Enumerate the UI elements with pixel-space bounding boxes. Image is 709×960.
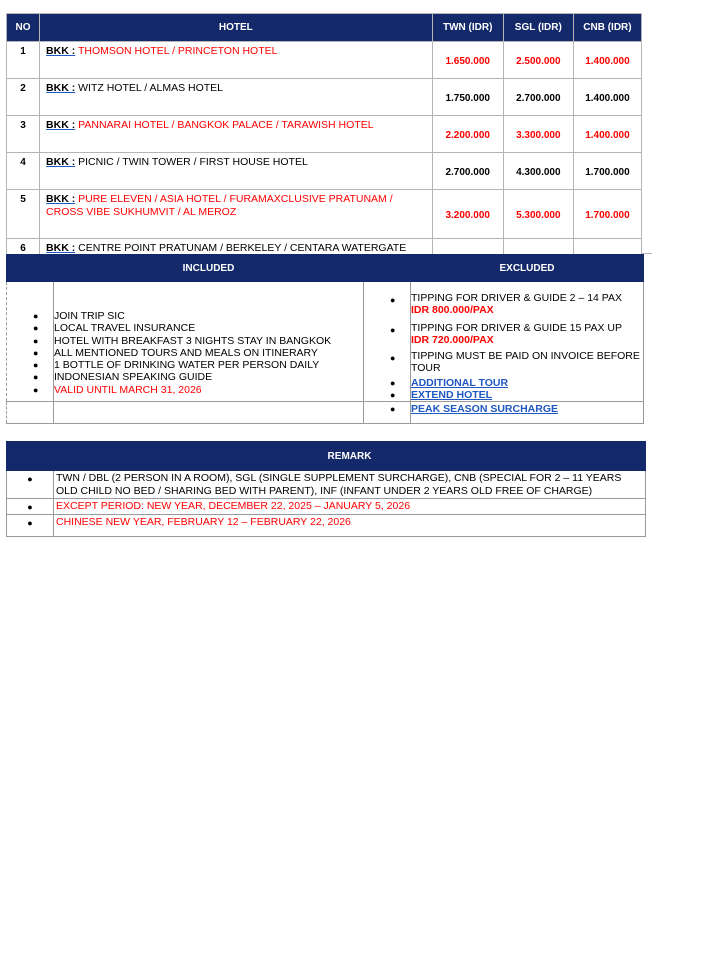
hotel-name-cell [40,116,433,153]
header-twn: TWN (IDR) [432,14,503,42]
included-item: INDONESIAN SPEAKING GUIDE [54,371,213,384]
inc-exc-main-row [7,282,644,402]
cnb-price: 1.400.000 [573,42,641,79]
included-item: JOIN TRIP SIC [54,310,125,322]
bullet-icon: ● [390,324,396,335]
inc-bullet-header [7,255,54,282]
included-item: HOTEL WITH BREAKFAST 3 NIGHTS STAY IN BANGKOK [54,334,332,347]
bullet-icon: ● [33,347,39,358]
twn-price: 1.750.000 [432,79,503,116]
hotel-name-cell [40,79,433,116]
city-code: BKK : [46,156,76,168]
valid-until: VALID UNTIL MARCH 31, 2026 [54,383,202,396]
bullet-icon: ● [33,311,39,321]
list-item [33,334,363,347]
header-hotel: HOTEL [40,14,433,42]
excluded-list-cell [390,282,644,402]
remark-chinese-new-year: CHINESE NEW YEAR, FEBRUARY 12 – FEBRUARY 22, 2026 [54,514,646,536]
remark-row [7,499,646,515]
row-number: 6 [7,239,40,276]
hotel-row [7,116,642,153]
city-code: BKK : [46,45,76,57]
twn-price: 2.200.000 [432,116,503,153]
remark-bullet-header [7,442,54,471]
list-item [390,350,643,375]
twn-price: 2.700.000 [432,153,503,190]
row-number: 1 [7,42,40,79]
cnb-price: 1.400.000 [573,116,641,153]
bullet-icon: ● [390,390,396,401]
cnb-price: 1.700.000 [573,153,641,190]
included-empty-cell [54,402,364,424]
bullet-icon: ● [33,372,39,383]
bullet-icon: ● [7,499,54,515]
hotel-name-cell [40,42,433,79]
bullet-icon: ● [33,335,39,346]
hotel-name: THOMSON HOTEL / PRINCETON HOTEL [77,45,278,57]
twn-price: 3.200.000 [432,190,503,239]
cnb-price: 1.400.000 [573,79,641,116]
row-number: 2 [7,79,40,116]
bullet-icon: ● [33,323,39,334]
exc-bullet-header [364,255,411,282]
hotel-row [7,153,642,190]
hotel-name-cell [40,190,433,239]
bullet-icon: ● [390,404,396,415]
remark-header-row [7,442,646,471]
hotel-price-table [6,13,642,276]
included-list [33,310,363,384]
hotel-name: WITZ HOTEL / ALMAS HOTEL [78,82,224,94]
list-item [390,403,643,416]
header-cnb: CNB (IDR) [573,14,641,42]
hotel-name: CENTRE POINT PRATUNAM / BERKELEY / CENTARA WATERGATE [78,242,407,254]
sgl-price: 5.300.000 [503,190,573,239]
hotel-row [7,79,642,116]
remark-new-year: EXCEPT PERIOD: NEW YEAR, DECEMBER 22, 2025 – JANUARY 5, 2026 [54,499,646,515]
list-item [33,322,363,335]
city-code: BKK : [46,82,76,94]
inc-bullet-cell [7,282,54,402]
included-excluded-table [6,254,644,424]
hotel-row [7,42,642,79]
inc-exc-second-row [7,402,644,424]
inc-bullet-cell-2 [7,402,54,424]
hotel-name: PURE ELEVEN / ASIA HOTEL / FURAMAXCLUSIVE PRATUNAM / CROSS VIBE SUKHUMVIT / AL MEROZ [46,193,393,218]
tipping-large-group: TIPPING FOR DRIVER & GUIDE 15 PAX UP [411,321,623,334]
included-item: ALL MENTIONED TOURS AND MEALS ON ITINERARY [54,346,318,359]
peak-season-cell [390,402,644,424]
tipping-small-group: TIPPING FOR DRIVER & GUIDE 2 – 14 PAX [411,292,623,304]
included-item: LOCAL TRAVEL INSURANCE [54,322,196,335]
hotel-row [7,190,642,239]
row-number: 3 [7,116,40,153]
hotel-name: PICNIC / TWIN TOWER / FIRST HOUSE HOTEL [78,156,308,168]
tipping-note: TIPPING MUST BE PAID ON INVOICE BEFORE TOUR [411,350,640,375]
included-list-cell [33,282,364,402]
bullet-icon: ● [390,377,396,388]
list-item [33,371,363,384]
list-item [390,376,643,389]
list-item [390,389,643,402]
inc-exc-header-row [7,255,644,282]
list-item [390,321,643,347]
sgl-price: 2.500.000 [503,42,573,79]
list-item [390,292,643,317]
exc-bullet-cell [364,282,411,402]
header-sgl: SGL (IDR) [503,14,573,42]
hotel-name-cell [40,153,433,190]
bullet-icon: ● [33,384,39,395]
bullet-icon: ● [390,295,396,305]
list-item [33,310,363,322]
exc-bullet-cell-2 [364,402,411,424]
bullet-icon: ● [7,471,54,499]
row-number: 4 [7,153,40,190]
extend-hotel-link[interactable]: EXTEND HOTEL [411,389,493,402]
included-item: 1 BOTTLE OF DRINKING WATER PER PERSON DAILY [54,359,320,372]
excluded-header: EXCLUDED [411,255,644,282]
header-no: NO [7,14,40,42]
tipping-large-group-price: IDR 720.000/PAX [411,333,494,346]
sgl-price: 3.300.000 [503,116,573,153]
city-code: BKK : [46,242,76,254]
hotel-name: PANNARAI HOTEL / BANGKOK PALACE / TARAWISH HOTEL [78,119,374,131]
remark-room-types: TWN / DBL (2 PERSON IN A ROOM), SGL (SINGLE SUPPLEMENT SURCHARGE), CNB (SPECIAL FOR 2 – 11 YEARS OLD CHILD NO BED / SHARING BED WITH PARENT), INF (INFANT UNDER 2 YEARS OLD FREE OF CHARGE) [54,471,646,499]
included-header: INCLUDED [54,255,364,282]
sgl-price: 4.300.000 [503,153,573,190]
bullet-icon: ● [390,353,396,364]
cnb-price: 1.700.000 [573,190,641,239]
twn-price: 1.650.000 [432,42,503,79]
row-number: 5 [7,190,40,239]
city-code: BKK : [46,119,76,131]
additional-tour-link[interactable]: ADDITIONAL TOUR [411,376,509,389]
list-item [33,383,363,396]
list-item [33,346,363,359]
tipping-small-group-price: IDR 800.000/PAX [411,304,494,317]
bullet-icon: ● [7,514,54,536]
peak-season-link[interactable]: PEAK SEASON SURCHARGE [411,403,559,416]
remark-table [6,441,646,537]
remark-header: REMARK [54,442,646,471]
list-item [33,359,363,372]
remark-row [7,514,646,536]
hotel-table-header-row [7,14,642,42]
bullet-icon: ● [33,360,39,371]
remark-row [7,471,646,499]
sgl-price: 2.700.000 [503,79,573,116]
city-code: BKK : [46,193,76,205]
